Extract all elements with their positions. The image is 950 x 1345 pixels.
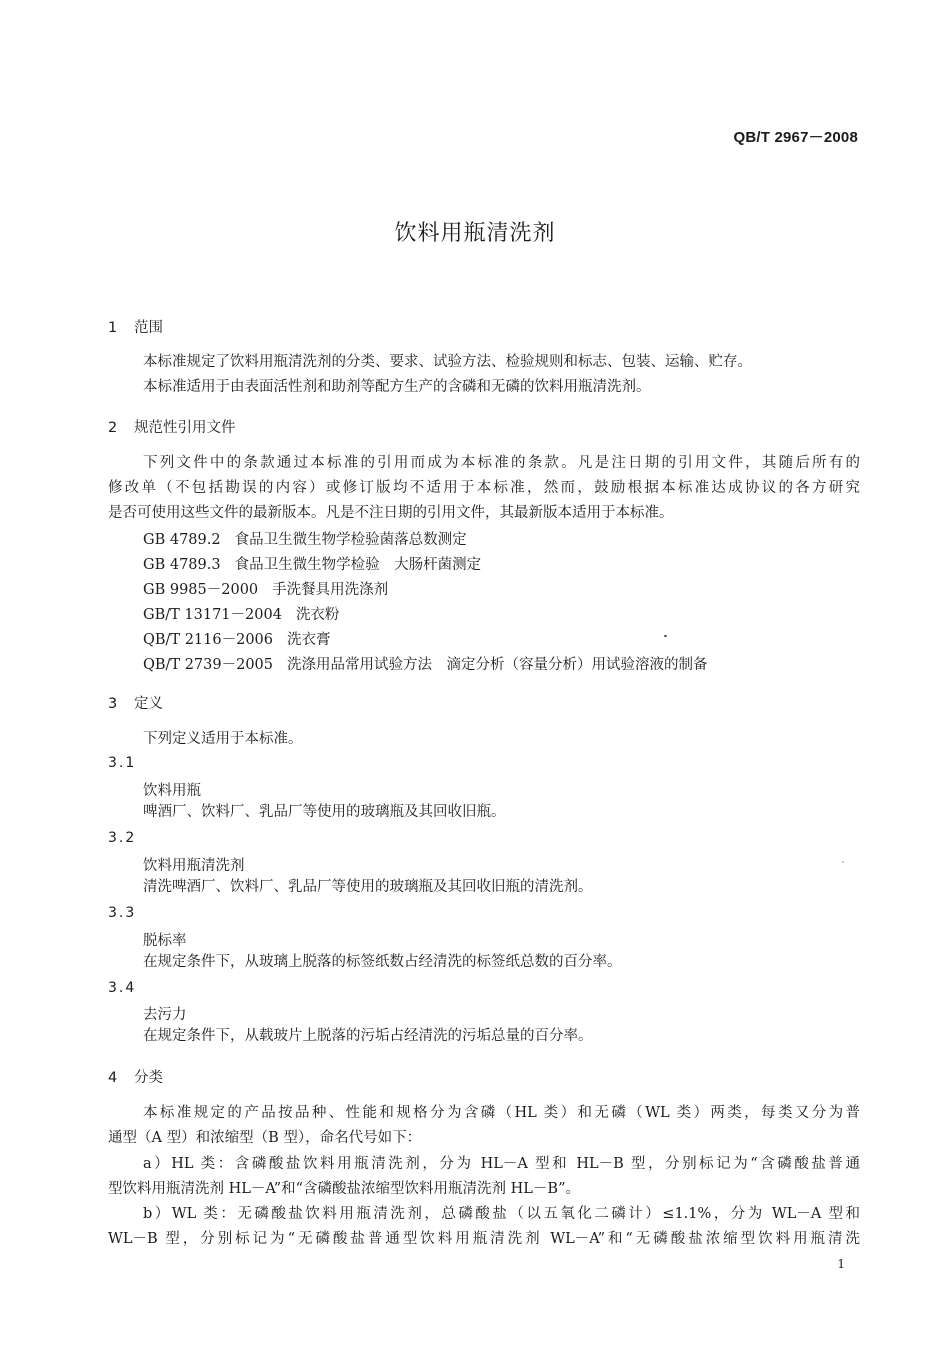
section-title: 范围 [134,320,163,336]
reference-item [143,603,339,624]
reference-title: 食品卫生微生物学检验 大肠杆菌测定 [234,557,482,573]
paragraph-line: 是否可使用这些文件的最新版本。凡是不注日期的引用文件，其最新版本适用于本标准。 [108,505,674,521]
list-item-line: b）WL 类：无磷酸盐饮料用瓶清洗剂，总磷酸盐（以五氧化二磷计）≤1.1%，分为 WL－A 型和 [143,1206,860,1222]
paragraph: 本标准适用于由表面活性剂和助剂等配方生产的含磷和无磷的饮料用瓶清洗剂。 [143,379,651,395]
reference-code: GB 4789.3 [143,557,221,573]
reference-code: QB/T 2739－2005 [143,657,274,673]
section-2-heading [108,416,236,437]
definition-number: 3.2 [108,830,137,846]
reference-item [143,628,331,649]
reference-item [143,578,388,599]
paragraph-line: 修改单（不包括勘误的内容）或修订版均不适用于本标准，然而，鼓励根据本标准达成协议的各方研究 [108,480,860,496]
reference-item [143,553,481,574]
section-4-heading [108,1066,163,1087]
section-number: 2 [108,420,118,436]
list-item-line: 型饮料用瓶清洗剂 HL－A”和“含磷酸盐浓缩型饮料用瓶清洗剂 HL－B”。 [108,1181,580,1197]
list-item-line: WL－B 型，分别标记为“无磷酸盐普通型饮料用瓶清洗剂 WL－A”和“无磷酸盐浓缩型饮料用瓶清洗 [108,1231,860,1247]
section-number: 4 [108,1070,118,1086]
section-3-heading [108,692,163,713]
reference-title: 食品卫生微生物学检验菌落总数测定 [234,532,467,548]
paragraph-line: 下列文件中的条款通过本标准的引用而成为本标准的条款。凡是注日期的引用文件，其随后所有的 [143,455,860,471]
paragraph-line: 本标准规定的产品按品种、性能和规格分为含磷（HL 类）和无磷（WL 类）两类，每类又分为普 [143,1105,860,1121]
section-title: 定义 [134,696,163,712]
definition-term: 饮料用瓶清洗剂 [143,858,245,874]
list-item-line: a）HL 类：含磷酸盐饮料用瓶清洗剂，分为 HL－A 型和 HL－B 型，分别标记为“含磷酸盐普通 [143,1156,860,1172]
section-1-heading [108,316,163,337]
scan-speck [664,635,667,637]
definition-text: 啤酒厂、饮料厂、乳品厂等使用的玻璃瓶及其回收旧瓶。 [143,804,506,820]
section-number: 3 [108,696,118,712]
page-number: 1 [837,1257,845,1271]
reference-title: 手洗餐具用洗涤剂 [272,582,389,598]
paragraph: 下列定义适用于本标准。 [143,731,303,747]
definition-number: 3.3 [108,905,137,921]
standard-code: QB/T 2967－2008 [733,129,858,146]
definition-term: 去污力 [143,1007,187,1023]
section-title: 分类 [134,1070,163,1086]
reference-code: GB 9985－2000 [143,582,259,598]
paragraph-line: 通型（A 型）和浓缩型（B 型），命名代号如下： [108,1130,422,1146]
reference-title: 洗涤用品常用试验方法 滴定分析（容量分析）用试验溶液的制备 [287,657,708,673]
definition-term: 脱标率 [143,933,187,949]
definition-text: 在规定条件下，从玻璃上脱落的标签纸数占经清洗的标签纸总数的百分率。 [143,954,622,970]
reference-code: QB/T 2116－2006 [143,632,274,648]
section-number: 1 [108,320,118,336]
section-title: 规范性引用文件 [134,420,236,436]
scan-speck [842,861,844,863]
document-title: 饮料用瓶清洗剂 [394,221,556,246]
definition-term: 饮料用瓶 [143,783,201,799]
reference-title: 洗衣膏 [287,632,331,648]
reference-item [143,653,708,674]
definition-number: 3.1 [108,755,137,771]
paragraph: 本标准规定了饮料用瓶清洗剂的分类、要求、试验方法、检验规则和标志、包装、运输、贮存。 [143,354,752,370]
reference-title: 洗衣粉 [295,607,340,623]
definition-number: 3.4 [108,980,137,996]
reference-code: GB 4789.2 [143,532,221,548]
definition-text: 在规定条件下，从载玻片上脱落的污垢占经清洗的污垢总量的百分率。 [143,1028,593,1044]
definition-text: 清洗啤酒厂、饮料厂、乳品厂等使用的玻璃瓶及其回收旧瓶的清洗剂。 [143,879,593,895]
reference-code: GB/T 13171－2004 [143,607,282,623]
reference-item [143,528,467,549]
